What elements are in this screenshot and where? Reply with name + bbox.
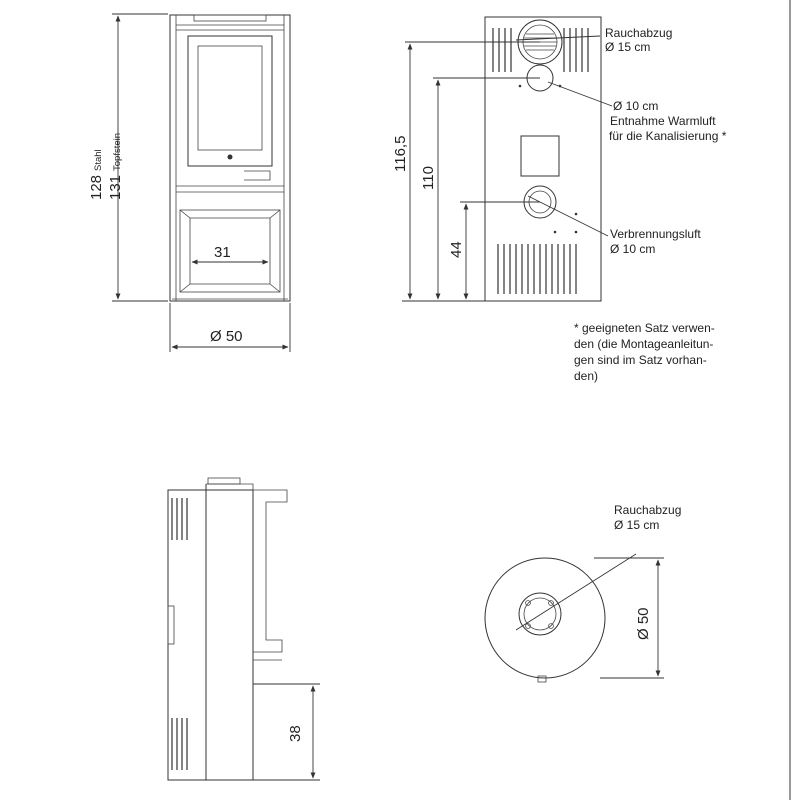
footnote-line-1: * geeigneten Satz verwen-	[574, 321, 715, 335]
rear-view	[392, 17, 727, 301]
stove-door	[188, 36, 272, 166]
flue-size: Ø 15 cm	[605, 40, 651, 54]
flue-height-value: 116,5	[392, 135, 409, 172]
side-height-value: 38	[287, 725, 304, 742]
ash-lever	[244, 171, 270, 180]
warm-air-size: Ø 10 cm	[613, 99, 659, 113]
side-bottom-vents	[172, 718, 187, 770]
top-flue-label: Rauchabzug	[614, 503, 682, 517]
door-handle-knob	[228, 155, 233, 160]
top-flue-size: Ø 15 cm	[614, 518, 660, 532]
side-view	[168, 478, 320, 780]
stove-window	[198, 46, 262, 150]
stove-rear-outline	[485, 17, 601, 301]
rear-bottom-vents	[498, 244, 576, 294]
footnote-line-4: den)	[574, 369, 599, 383]
front-diameter-value: Ø 50	[210, 328, 243, 345]
warm-air-label-1: Entnahme Warmluft	[610, 114, 716, 128]
top-flue-leader	[516, 554, 636, 630]
footnote-line-3: gen sind im Satz vorhan-	[574, 353, 707, 367]
combustion-air-label: Verbrennungsluft	[610, 227, 701, 241]
rear-plate	[521, 136, 559, 176]
combustion-air-leader	[528, 196, 608, 236]
warm-air-leader	[548, 82, 612, 106]
inner-width-value: 31	[214, 244, 231, 261]
combustion-air-height-value: 44	[448, 241, 465, 258]
top-flue-outlet	[519, 593, 561, 635]
stove-top-cap	[194, 15, 266, 21]
top-diameter-value: Ø 50	[635, 607, 652, 640]
flue-label: Rauchabzug	[605, 26, 673, 40]
front-view	[88, 14, 290, 352]
height-soapstone-value: 131	[107, 174, 124, 200]
stove-side-outline	[168, 490, 253, 780]
side-top-vents	[172, 498, 187, 540]
footnote	[574, 321, 715, 383]
height-steel-unit: Stahl	[93, 149, 104, 171]
height-soapstone-unit: Topfstein	[112, 132, 123, 171]
stove-side-cap	[208, 478, 240, 484]
top-view	[485, 503, 681, 682]
stove-top-circle	[485, 558, 605, 678]
footnote-line-2: den (die Montageanleitun-	[574, 337, 714, 351]
height-steel-value: 128	[88, 174, 105, 200]
warm-air-label-2: für die Kanalisierung *	[609, 129, 727, 143]
combustion-air-size: Ø 10 cm	[610, 242, 656, 256]
warm-air-height-value: 110	[420, 166, 437, 190]
